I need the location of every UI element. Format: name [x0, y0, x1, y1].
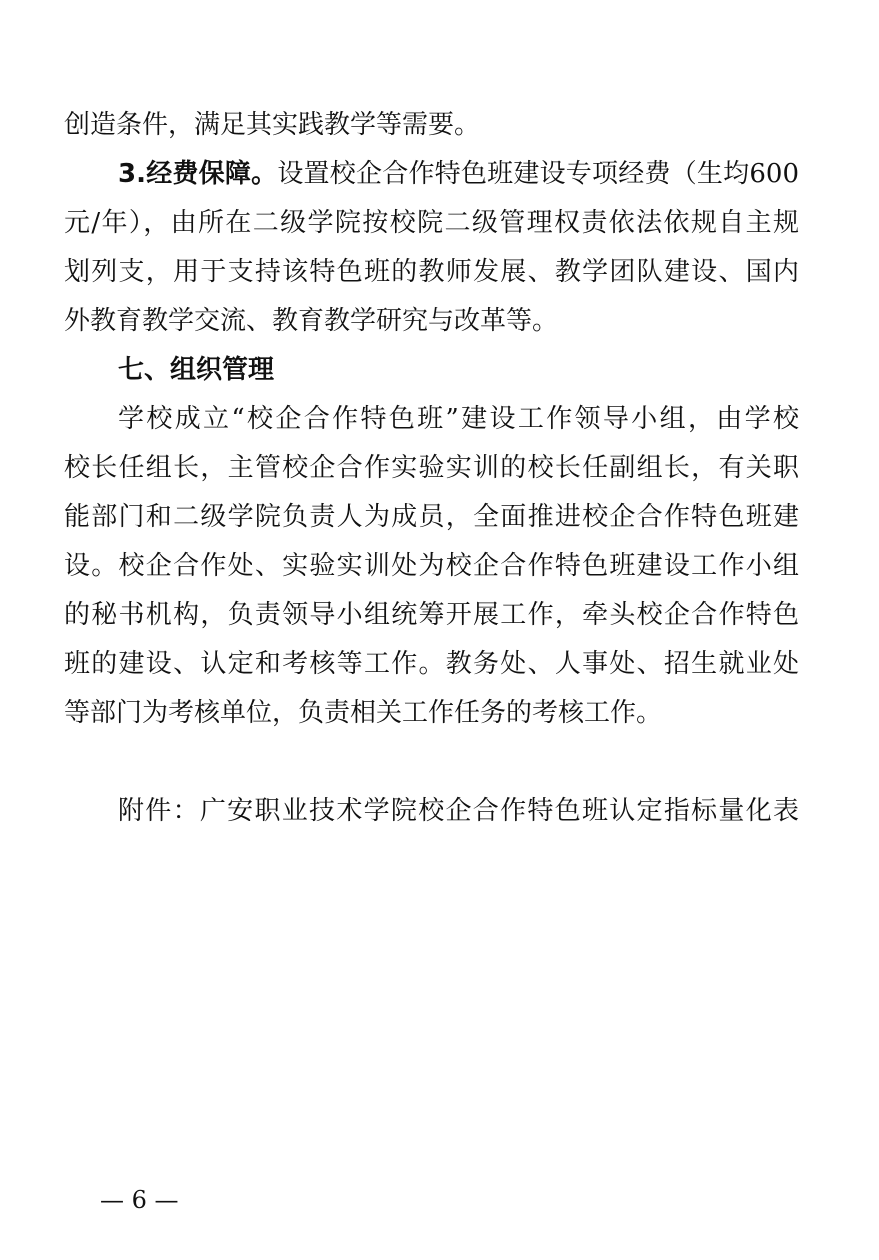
paragraph-line: 元/年），由所在二级学院按校院二级管理权责依法依规自主规 — [64, 208, 799, 238]
paragraph-line: 外教育教学交流、教育教学研究与改革等。 — [64, 306, 559, 336]
paragraph-line: 学校成立“校企合作特色班”建设工作领导小组，由学校 — [118, 404, 799, 434]
paragraph-line: 的秘书机构，负责领导小组统筹开展工作，牵头校企合作特色 — [64, 600, 799, 630]
paragraph-line: 创造条件，满足其实践教学等需要。 — [64, 110, 481, 140]
page-number: — 6 — — [100, 1186, 179, 1214]
paragraph-line: 校长任组长，主管校企合作实验实训的校长任副组长，有关职 — [64, 453, 799, 483]
paragraph-line: 能部门和二级学院负责人为成员，全面推进校企合作特色班建 — [64, 502, 799, 532]
funding-heading: 3.经费保障。 — [118, 159, 278, 189]
paragraph-line: 划列支，用于支持该特色班的教师发展、教学团队建设、国内 — [64, 257, 799, 287]
section-heading: 七、组织管理 — [118, 355, 275, 385]
funding-paragraph-line-1 — [118, 157, 799, 191]
funding-text: 设置校企合作特色班建设专项经费（生均600 — [277, 159, 799, 189]
paragraph-line: 班的建设、认定和考核等工作。教务处、人事处、招生就业处 — [64, 649, 799, 679]
paragraph-line: 设。校企合作处、实验实训处为校企合作特色班建设工作小组 — [64, 551, 799, 581]
attachment-line: 附件：广安职业技术学院校企合作特色班认定指标量化表 — [118, 796, 799, 826]
paragraph-line: 等部门为考核单位，负责相关工作任务的考核工作。 — [64, 698, 663, 728]
